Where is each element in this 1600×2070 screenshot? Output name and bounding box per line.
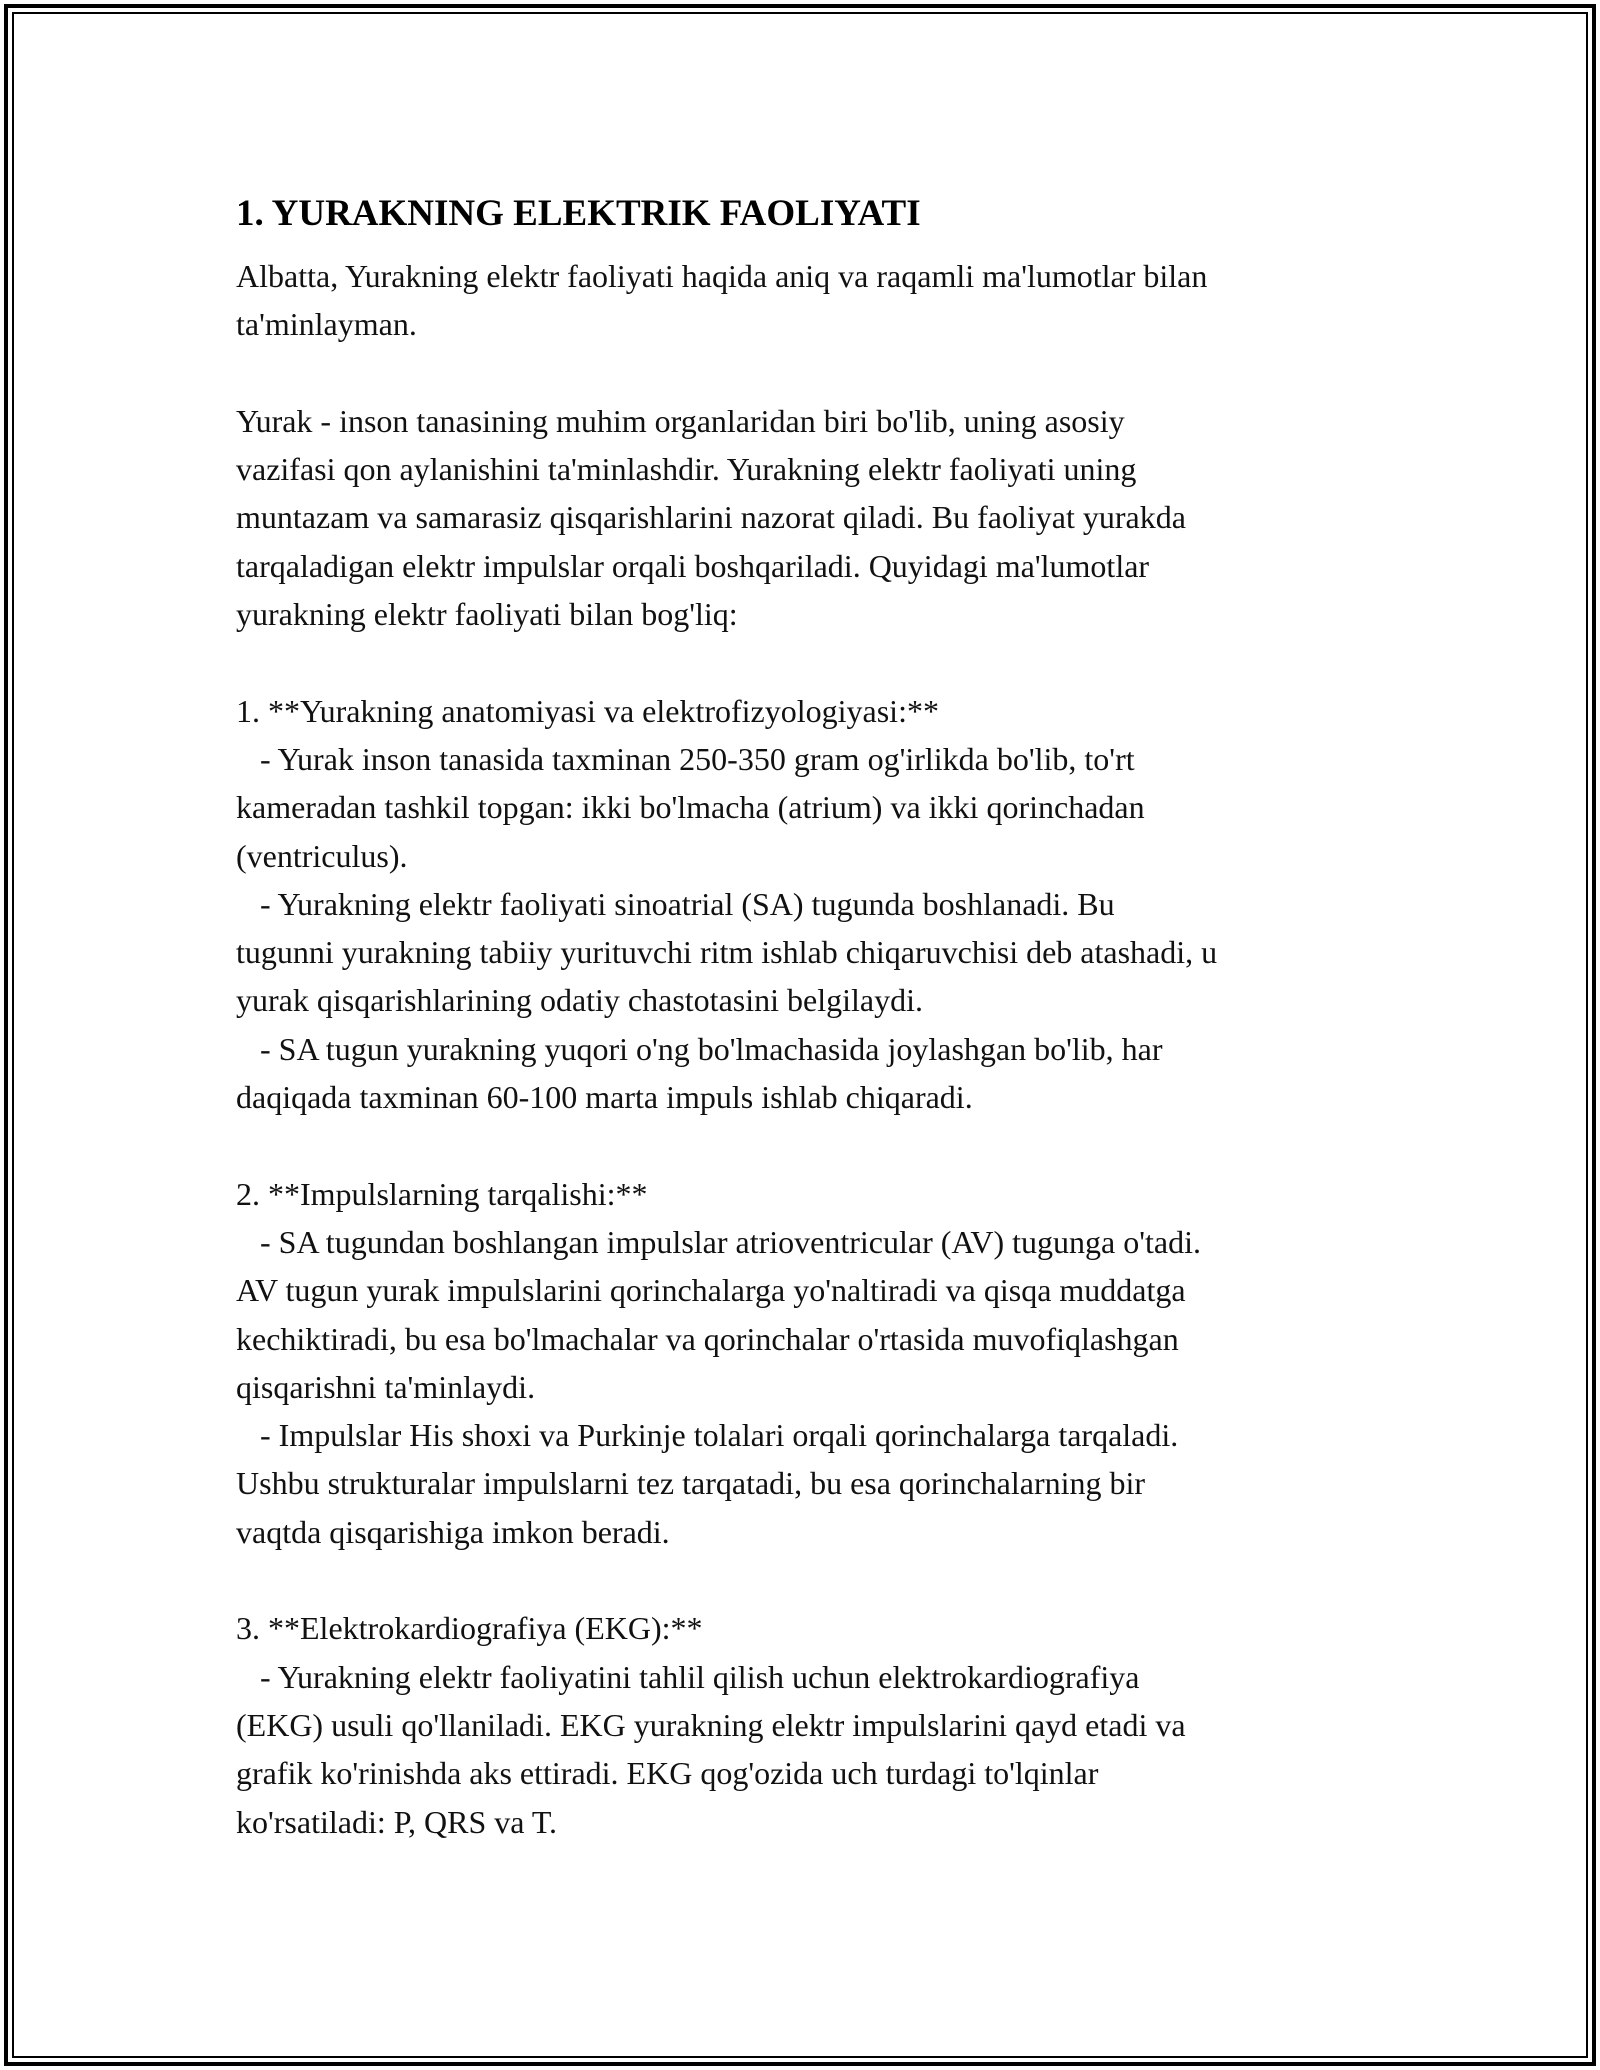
document-title: 1. YURAKNING ELEKTRIK FAOLIYATI bbox=[236, 193, 921, 234]
document-body-text: Albatta, Yurakning elektr faoliyati haqida aniq va raqamli ma'lumotlar bilan ta'minlayman. Yurak - inson tanasining muhim organlaridan biri bo'lib, uning asosiy vazifasi qon aylanishini ta'minlashdir. Yurakning elektr faoliyati uning muntazam va samarasiz qisqarishlarini nazorat qiladi. Bu faoliyat yurakda tarqaladigan elektr impulslar orqali boshqariladi. Quyidagi ma'lumotlar yurakning elektr faoliyati bilan bog'liq: 1. **Yurakning anatomiyasi va elektrofizyologiyasi:** - Yurak inson tanasida taxminan 250-350 gram og'irlikda bo'lib, to'rt kameradan tashkil topgan: ikki bo'lmacha (atrium) va ikki qorinchadan (ventriculus). - Yurakning elektr faoliyati sinoatrial (SA) tugunda boshlanadi. Bu tugunni yurakning tabiiy yurituvchi ritm ishlab chiqaruvchisi deb atashadi, u yurak qisqarishlarining odatiy chastotasini belgilaydi. - SA tugun yurakning yuqori o'ng bo'lmachasida joylashgan bo'lib, har daqiqada taxminan 60-100 marta impuls ishlab chiqaradi. 2. **Impulslarning tarqalishi:** - SA tugundan boshlangan impulslar atrioventricular (AV) tugunga o'tadi. AV tugun yurak impulslarini qorinchalarga yo'naltiradi va qisqa muddatga kechiktiradi, bu esa bo'lmachalar va qorinchalar o'rtasida muvofiqlashgan qisqarishni ta'minlaydi. - Impulslar His shoxi va Purkinje tolalari orqali qorinchalarga tarqaladi. Ushbu strukturalar impulslarni tez tarqatadi, bu esa qorinchalarning bir vaqtda qisqarishiga imkon beradi. 3. **Elektrokardiografiya (EKG):** - Yurakning elektr faoliyatini tahlil qilish uchun elektrokardiografiya (EKG) usuli qo'llaniladi. EKG yurakning elektr impulslarini qayd etadi va grafik ko'rinishda aks ettiradi. EKG qog'ozida uch turdagi to'lqinlar ko'rsatiladi: P, QRS va T. bbox=[236, 258, 1218, 1840]
document-content bbox=[236, 184, 1366, 1846]
